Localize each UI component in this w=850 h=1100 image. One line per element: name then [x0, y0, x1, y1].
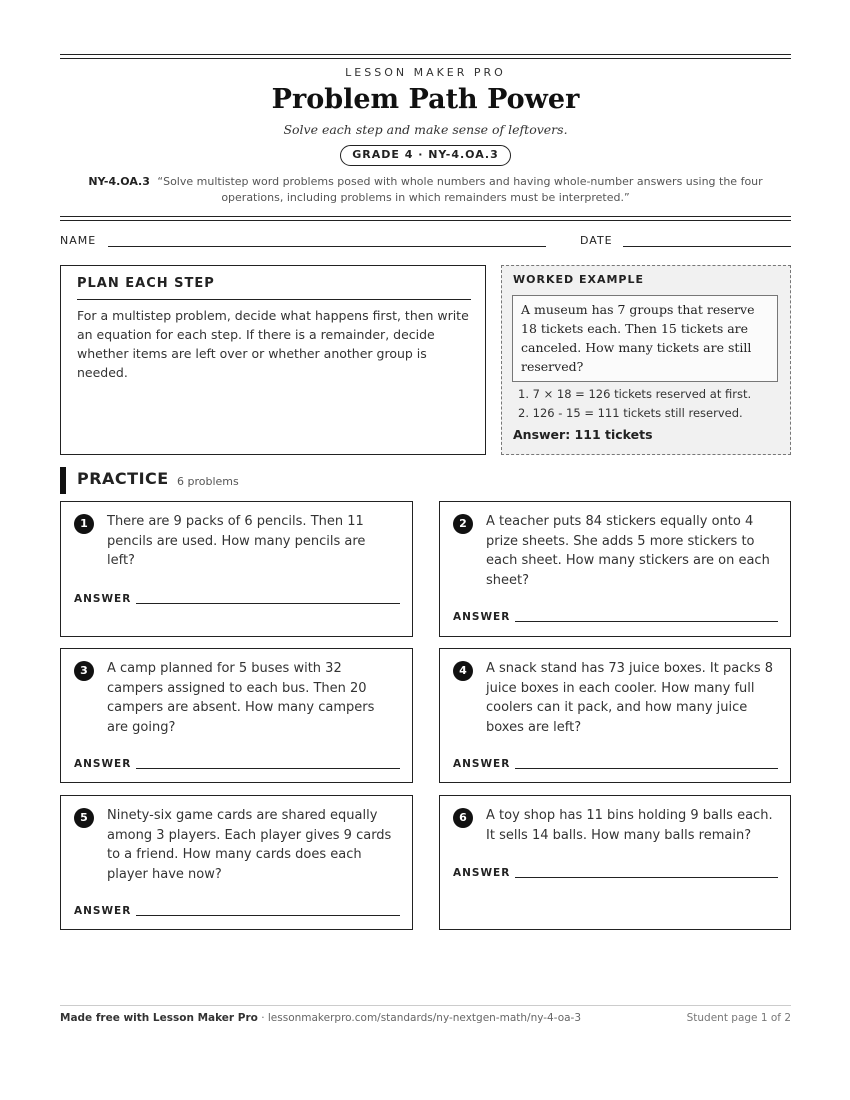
- answer-write-line[interactable]: [515, 768, 778, 769]
- standard-text: “Solve multistep word problems posed with whole numbers and having whole-number answers using the four operations, including problems in which remainders must be interpreted.”: [157, 175, 763, 204]
- question-line: each sheet. How many stickers are on each: [486, 553, 770, 568]
- date-label: DATE: [580, 234, 613, 247]
- problem-number-badge: 4: [453, 661, 473, 681]
- grade-standard-badge: GRADE 4 · NY-4.OA.3: [340, 145, 511, 166]
- practice-heading: PRACTICE: [77, 469, 169, 488]
- problem-question: [107, 806, 391, 884]
- date-write-line[interactable]: [623, 246, 791, 247]
- question-line: to a friend. How many cards does each: [107, 847, 362, 862]
- brand-name: LESSON MAKER PRO: [345, 66, 506, 79]
- plan-each-step-panel: [60, 265, 486, 455]
- answer-write-line[interactable]: [515, 621, 778, 622]
- worked-example-answer: Answer: 111 tickets: [513, 427, 653, 442]
- answer-label: ANSWER: [74, 905, 132, 917]
- answer-label: ANSWER: [453, 758, 511, 770]
- problem-question: [486, 806, 773, 845]
- footer-rule: [60, 1005, 791, 1006]
- problem-card-3: [60, 648, 413, 783]
- name-write-line[interactable]: [108, 246, 546, 247]
- problem-card-2: [439, 501, 791, 637]
- section-rule: [60, 216, 791, 217]
- worked-example-step: 1. 7 × 18 = 126 tickets reserved at first.: [518, 387, 752, 401]
- question-line: player have now?: [107, 866, 222, 882]
- worked-example-problem: A museum has 7 groups that reserve 18 tickets each. Then 15 tickets are canceled. How many tickets are still reserved?: [512, 295, 778, 382]
- answer-label: ANSWER: [74, 758, 132, 770]
- question-line: It sells 14 balls. How many balls remain?: [486, 827, 752, 843]
- question-line: juice boxes in each cooler. How many full: [486, 680, 755, 696]
- question-line: campers are absent. How many campers: [107, 700, 375, 715]
- footer-url-link[interactable]: lessonmakerpro.com/standards/ny-nextgen-math/ny-4-oa-3: [267, 1012, 582, 1024]
- problem-card-5: [60, 795, 413, 930]
- question-line: among 3 players. Each player gives 9 cards: [107, 827, 392, 843]
- problem-card-1: [60, 501, 413, 637]
- problem-number-badge: 1: [74, 514, 94, 534]
- problem-card-4: [439, 648, 791, 783]
- question-line: A snack stand has 73 juice boxes. It packs 8: [486, 661, 774, 676]
- question-line: A camp planned for 5 buses with 32: [107, 661, 342, 676]
- worked-example-step: 2. 126 - 15 = 111 tickets still reserved.: [518, 406, 743, 420]
- worked-example-panel: [501, 265, 791, 455]
- worked-example-title: WORKED EXAMPLE: [513, 273, 644, 286]
- worksheet-subtitle: Solve each step and make sense of leftovers.: [283, 122, 568, 137]
- question-line: boxes are left?: [486, 719, 582, 735]
- problem-number-badge: 2: [453, 514, 473, 534]
- question-line: left?: [107, 553, 135, 568]
- standard-description: [60, 174, 791, 206]
- problem-number-badge: 6: [453, 808, 473, 828]
- question-line: pencils are used. How many pencils are: [107, 533, 366, 549]
- answer-write-line[interactable]: [515, 877, 778, 878]
- answer-write-line[interactable]: [136, 768, 400, 769]
- question-line: Ninety-six game cards are shared equally: [107, 808, 378, 823]
- section-rule-thin: [60, 220, 791, 221]
- practice-accent-bar: [60, 467, 66, 494]
- footer-separator: ·: [257, 1012, 268, 1024]
- question-line: A toy shop has 11 bins holding 9 balls each.: [486, 808, 773, 823]
- footer-made-with: Made free with Lesson Maker Pro: [60, 1012, 258, 1024]
- question-line: are going?: [107, 719, 176, 735]
- header-rule-thin: [60, 58, 791, 59]
- question-line: There are 9 packs of 6 pencils. Then 11: [107, 514, 364, 529]
- footer-page-number: Student page 1 of 2: [686, 1012, 791, 1024]
- worked-example-steps: [518, 385, 784, 423]
- problem-question: [486, 659, 773, 737]
- standard-code: NY-4.OA.3: [88, 175, 150, 188]
- worksheet-title: Problem Path Power: [271, 84, 580, 115]
- plan-instructions: For a multistep problem, decide what happens first, then write an equation for each step. If there is a remainder, decide whether items are left over or whether another group is needed.: [77, 308, 469, 380]
- name-label: NAME: [60, 234, 97, 247]
- question-line: A teacher puts 84 stickers equally onto 4: [486, 514, 754, 529]
- plan-title: PLAN EACH STEP: [77, 276, 215, 291]
- question-line: coolers can it pack, and how many juice: [486, 700, 748, 715]
- question-line: prize sheets. She adds 5 more stickers to: [486, 533, 755, 549]
- worksheet-page: [60, 0, 791, 1100]
- footer-credit: [60, 1012, 581, 1024]
- answer-label: ANSWER: [453, 867, 511, 879]
- plan-title-underline: [77, 299, 471, 300]
- answer-write-line[interactable]: [136, 915, 400, 916]
- answer-label: ANSWER: [74, 593, 132, 605]
- header-rule: [60, 54, 791, 55]
- problem-question: [486, 512, 770, 590]
- answer-write-line[interactable]: [136, 603, 400, 604]
- problem-number-badge: 3: [74, 661, 94, 681]
- problem-card-6: [439, 795, 791, 930]
- problem-question: [107, 659, 374, 737]
- practice-count: 6 problems: [177, 475, 239, 488]
- problem-question: [107, 512, 365, 571]
- answer-label: ANSWER: [453, 611, 511, 623]
- question-line: campers assigned to each bus. Then 20: [107, 680, 367, 696]
- problem-number-badge: 5: [74, 808, 94, 828]
- question-line: sheet?: [486, 572, 530, 588]
